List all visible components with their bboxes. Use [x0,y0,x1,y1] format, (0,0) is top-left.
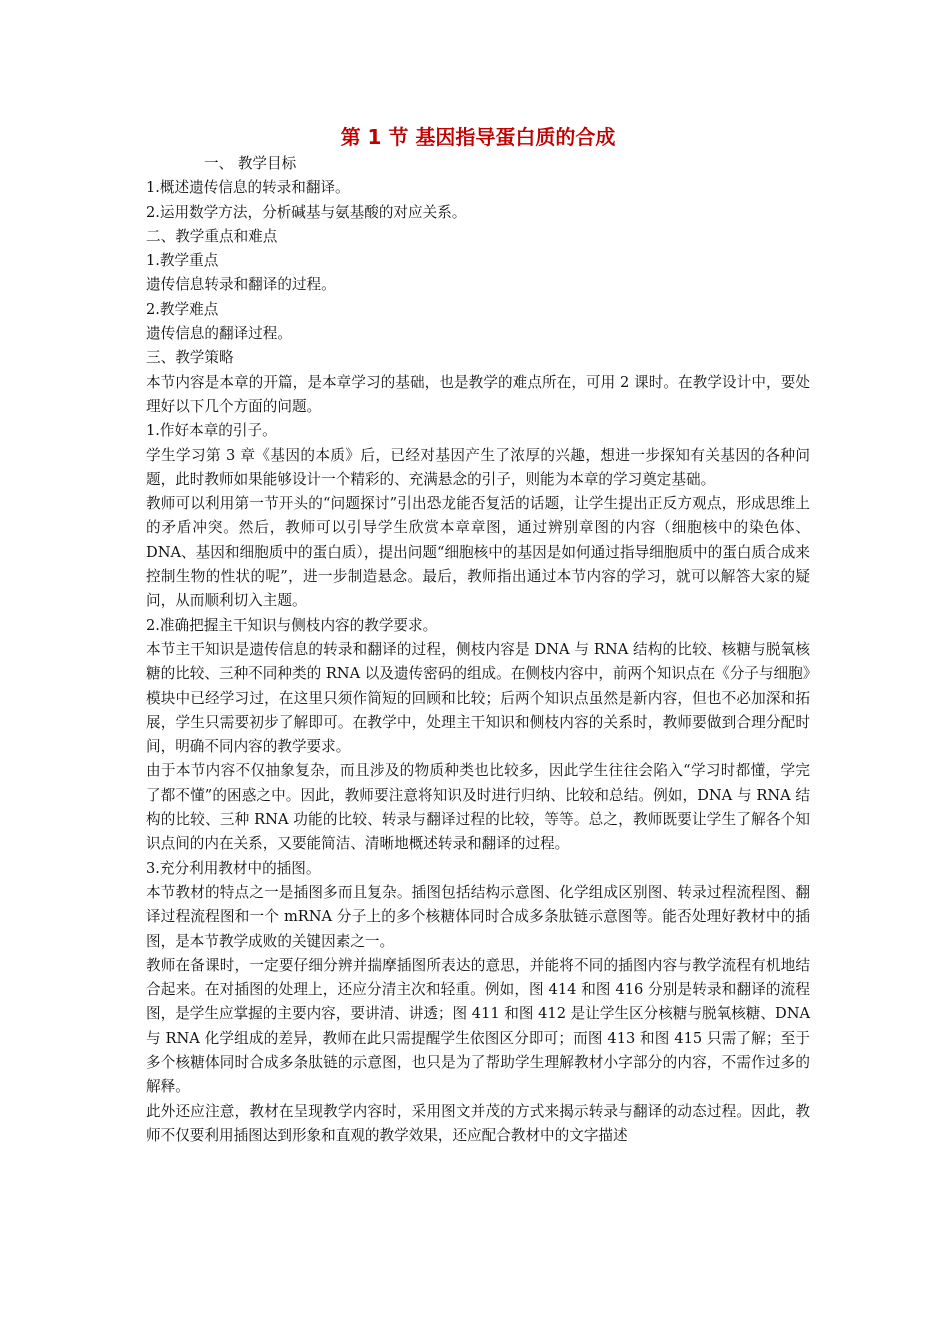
subheading-key-point: 1.教学重点 [146,252,219,270]
key-point-text: 遗传信息转录和翻译的过程。 [146,276,336,294]
subheading-strategy-1: 1.作好本章的引子。 [146,422,277,440]
paragraph: 本节主干知识是遗传信息的转录和翻译的过程，侧枝内容是 DNA 与 RNA 结构的比较、核糖与脱氧核糖的比较、三种不同种类的 RNA 以及遗传密码的组成。在侧枝内容中，前两个知识点在《分子与细胞》模块中已经学习过，在这里只须作简短的回顾和比较；后两个知识点虽然是新内容，但也不必加深和拓展，学生只需要初步了解即可。在教学中，处理主干知识和侧枝内容的关系时，教师要做到合理分配时间，明确不同内容的教学要求。 [146,640,810,756]
document-page [146,122,810,1148]
paragraph: 由于本节内容不仅抽象复杂，而且涉及的物质种类也比较多，因此学生往往会陷入“学习时都懂，学完了都不懂”的困惑之中。因此，教师要注意将知识及时进行归纳、比较和总结。例如，DNA 与 RNA 结构的比较、三种 RNA 功能的比较、转录与翻译过程的比较，等等。总之，教师既要让学生了解各个知识点间的内在关系，又要能简洁、清晰地概述转录和翻译的过程。 [146,762,810,853]
subheading-strategy-3: 3.充分利用教材中的插图。 [146,859,321,877]
goal-item-2: 2.运用数学方法，分析碱基与氨基酸的对应关系。 [146,203,467,221]
section-heading-goals: 一、 教学目标 [204,155,297,172]
paragraph: 本节教材的特点之一是插图多而且复杂。插图包括结构示意图、化学组成区别图、转录过程流程图、翻译过程流程图和一个 mRNA 分子上的多个核糖体同时合成多条肽链示意图等。能否处理好教材中的插图，是本节教学成败的关键因素之一。 [146,883,810,950]
section-heading-key-points: 二、教学重点和难点 [146,227,278,245]
paragraph: 本节内容是本章的开篇，是本章学习的基础，也是教学的难点所在，可用 2 课时。在教学设计中，要处理好以下几个方面的问题。 [146,373,810,415]
paragraph: 学生学习第 3 章《基因的本质》后，已经对基因产生了浓厚的兴趣，想进一步探知有关基因的各种问题，此时教师如果能够设计一个精彩的、充满悬念的引子，则能为本章的学习奠定基础。 [146,446,810,488]
goal-item-1: 1.概述遗传信息的转录和翻译。 [146,179,350,197]
difficulty-text: 遗传信息的翻译过程。 [146,325,292,343]
subheading-strategy-2: 2.准确把握主干知识与侧枝内容的教学要求。 [146,616,438,634]
subheading-difficulty: 2.教学难点 [146,300,219,318]
page-title: 第 1 节 基因指导蛋白质的合成 [340,125,616,149]
paragraph: 教师可以利用第一节开头的“问题探讨”引出恐龙能否复活的话题，让学生提出正反方观点，形成思维上的矛盾冲突。然后，教师可以引导学生欣赏本章章图，通过辨别章图的内容（细胞核中的染色体、DNA、基因和细胞质中的蛋白质），提出问题“细胞核中的基因是如何通过指导细胞质中的蛋白质合成来控制生物的性状的呢”，进一步制造悬念。最后，教师指出通过本节内容的学习，就可以解答大家的疑问，从而顺利切入主题。 [146,495,810,610]
section-heading-strategy: 三、教学策略 [146,349,234,367]
paragraph: 此外还应注意，教材在呈现教学内容时，采用图文并茂的方式来揭示转录与翻译的动态过程。因此，教师不仅要利用插图达到形象和直观的教学效果，还应配合教材中的文字描述 [146,1102,810,1144]
paragraph: 教师在备课时，一定要仔细分辨并揣摩插图所表达的意思，并能将不同的插图内容与教学流程有机地结合起来。在对插图的处理上，还应分清主次和轻重。例如，图 414 和图 416 分别是转录和翻译的流程图，是学生应掌握的主要内容，要讲清、讲透；图 411 和图 412 是让学生区分核糖与脱氧核糖、DNA 与 RNA 化学组成的差异，教师在此只需提醒学生依图区分即可；而图 413 和图 415 只需了解；至于多个核糖体同时合成多条肽链的示意图，也只是为了帮助学生理解教材小字部分的内容，不需作过多的解释。 [146,956,810,1096]
